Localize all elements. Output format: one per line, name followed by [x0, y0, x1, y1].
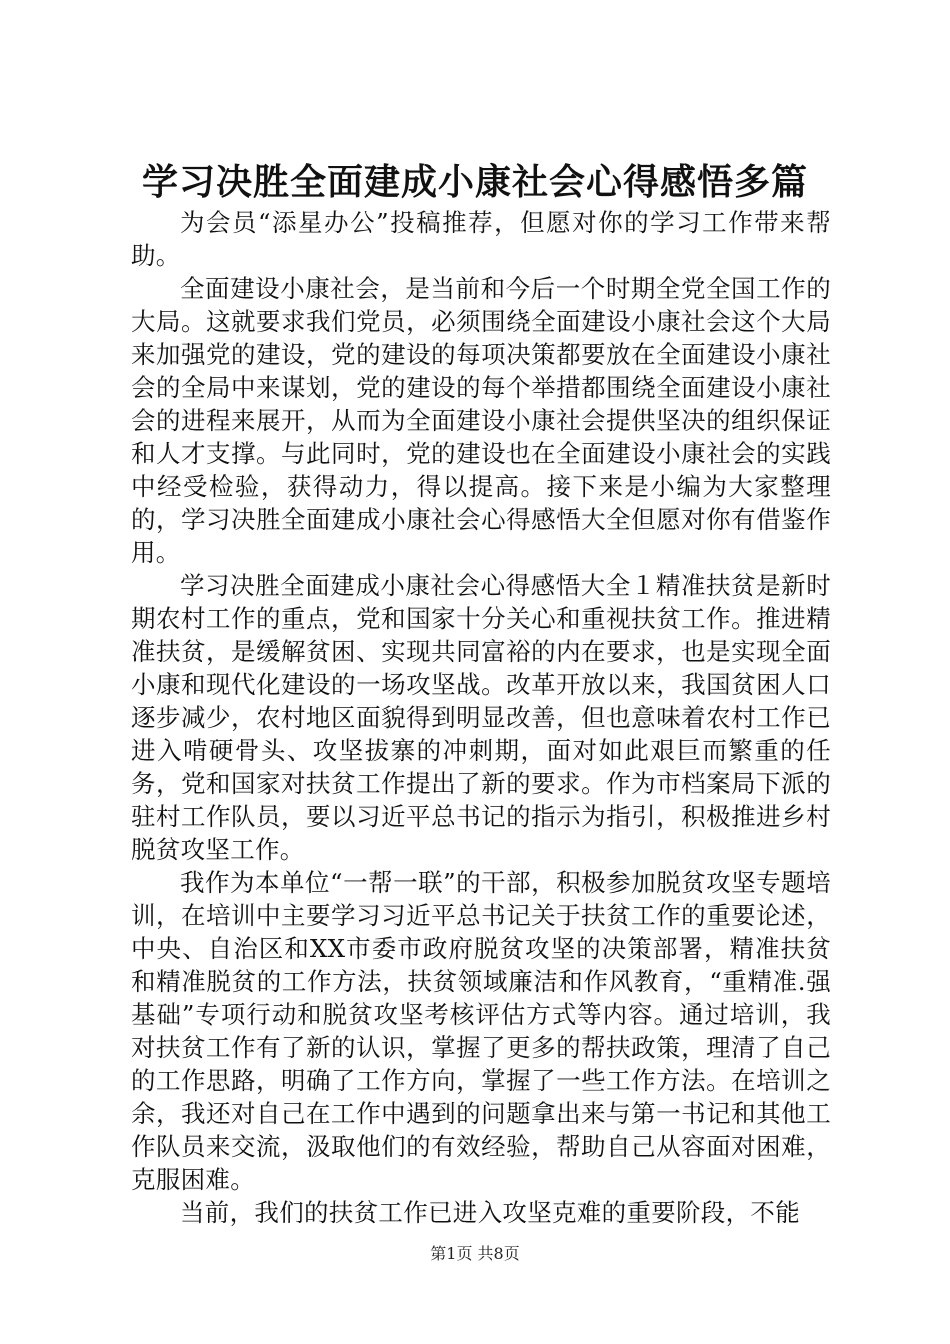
document-title: 学习决胜全面建成小康社会心得感悟多篇	[141, 161, 808, 203]
document-body	[131, 206, 831, 1229]
paragraph-overview: 全面建设小康社会，是当前和今后一个时期全党全国工作的大局。这就要求我们党员，必须围绕全面建设小康社会这个大局来加强党的建设，党的建设的每项决策都要放在全面建设小康社会的全局中来谋划，党的建设的每个举措都围绕全面建设小康社会的进程来展开，从而为全面建设小康社会提供坚决的组织保证和人才支撑。与此同时，党的建设也在全面建设小康社会的实践中经受检验，获得动力，得以提高。接下来是小编为大家整理的，学习决胜全面建成小康社会心得感悟大全但愿对你有借鉴作用。	[131, 274, 831, 567]
paragraph-current-stage: 当前，我们的扶贫工作已进入攻坚克难的重要阶段，不能	[180, 1198, 800, 1227]
paragraph-essay-1: 学习决胜全面建成小康社会心得感悟大全１精准扶贫是新时期农村工作的重点，党和国家十分关心和重视扶贫工作。推进精准扶贫，是缓解贫困、实现共同富裕的内在要求，也是实现全面小康和现代化建设的一场攻坚战。改革开放以来，我国贫困人口逐步减少，农村地区面貌得到明显改善，但也意味着农村工作已进入啃硬骨头、攻坚拔寨的冲刺期，面对如此艰巨而繁重的任务，党和国家对扶贫工作提出了新的要求。作为市档案局下派的驻村工作队员，要以习近平总书记的指示为指引，积极推进乡村脱贫攻坚工作。	[131, 571, 831, 864]
paragraph-training: 我作为本单位“一帮一联”的干部，积极参加脱贫攻坚专题培训，在培训中主要学习习近平总书记关于扶贫工作的重要论述，中央、自治区和XX市委市政府脱贫攻坚的决策部署，精准扶贫和精准脱贫的工作方法，扶贫领域廉洁和作风教育，“重精准.强基础”专项行动和脱贫攻坚考核评估方式等内容。通过培训，我对扶贫工作有了新的认识，掌握了更多的帮扶政策，理清了自己的工作思路，明确了工作方向，掌握了一些工作方法。在培训之余，我还对自己在工作中遇到的问题拿出来与第一书记和其他工作队员来交流，汲取他们的有效经验，帮助自己从容面对困难，克服困难。	[131, 868, 831, 1194]
page-footer: 第1页 共8页	[430, 1244, 520, 1263]
paragraph-intro: 为会员“添星办公”投稿推荐，但愿对你的学习工作带来帮助。	[131, 208, 831, 270]
